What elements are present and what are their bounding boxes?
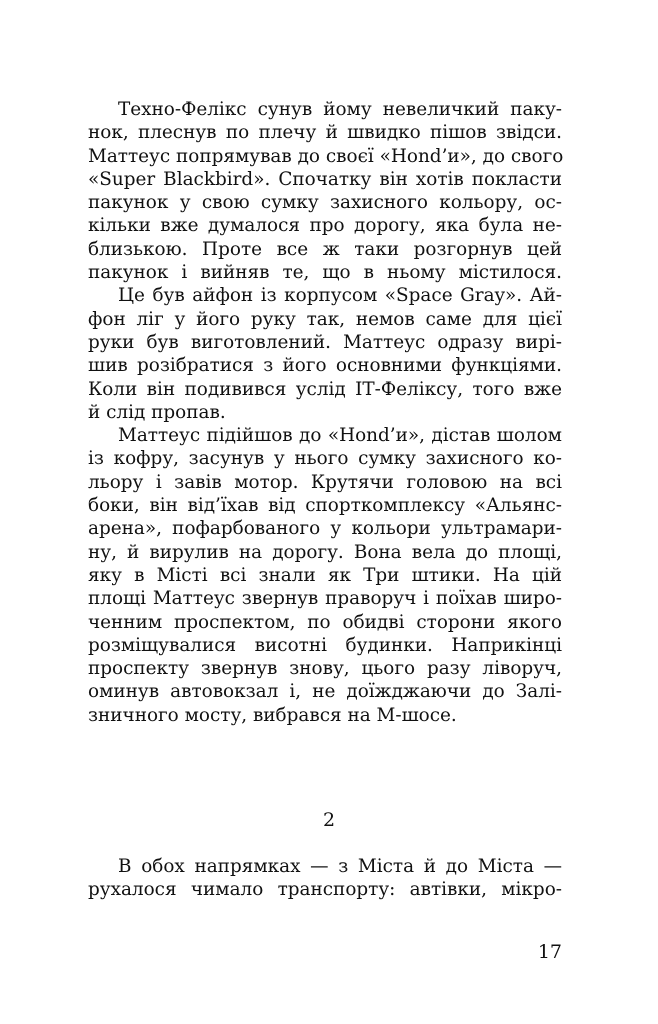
chapter-text [88, 855, 562, 902]
text-line: шив розібратися з його основними функціями. [88, 355, 562, 377]
main-text [88, 98, 562, 727]
text-line: яку в Місті всі знали як Три штики. На цій [88, 564, 562, 586]
page-number: 17 [537, 941, 562, 963]
text-line: рухалося чимало транспорту: автівки, мікро- [88, 879, 562, 901]
text-line: кільки вже думалося про дорогу, яка була не- [88, 215, 562, 237]
text-line: Коли він подивився услід ІТ-Феліксу, того вже [88, 378, 562, 400]
text-line: руки був виготовлений. Маттеус одразу вирі- [88, 331, 562, 353]
text-line: фон ліг у його руку так, немов саме для цієї [88, 308, 562, 330]
text-line: Техно-Фелікс сунув йому невеличкий паку- [118, 99, 562, 120]
text-line: близькою. Проте все ж таки розгорнув цей [88, 238, 562, 260]
text-line: пакунок у свою сумку захисного кольору, ос- [88, 192, 562, 214]
text-line: нок, плеснув по плечу й швидко пішов звідси. [88, 122, 562, 144]
chapter-number: 2 [322, 809, 336, 831]
text-line: оминув автовокзал і, не доїжджаючи до Залі- [88, 681, 562, 703]
text-line: проспекту звернув знову, цього разу ліворуч, [88, 658, 562, 680]
text-line: ченним проспектом, по обидві сторони якого [88, 611, 562, 633]
text-line: й слід пропав. [88, 401, 226, 423]
text-line: із кофру, засунув у нього сумку захисного ко- [88, 448, 562, 470]
text-line: льору і завів мотор. Крутячи головою на всі [88, 471, 562, 493]
text-line: арена», пофарбованого у кольори ультрамари- [88, 518, 562, 540]
text-line: «Super Blackbird». Спочатку він хотів покласти [88, 168, 562, 190]
text-line: Це був айфон із корпусом «Space Gray». Ай- [118, 285, 562, 307]
text-line: розміщувалися висотні будинки. Наприкінці [88, 634, 562, 656]
text-line: площі Маттеус звернув праворуч і поїхав широ- [88, 588, 562, 610]
text-line: В обох напрямках — з Міста й до Міста — [118, 856, 562, 877]
text-line: пакунок і вийняв те, що в ньому містилося. [88, 262, 562, 284]
text-line: зничного мосту, вибрався на М-шосе. [88, 704, 457, 726]
text-line: ну, й вирулив на дорогу. Вона вела до площі, [88, 541, 562, 563]
text-line: Маттеус підійшов до «Hond’и», дістав шолом [118, 425, 562, 447]
text-line: боки, він від’їхав від спорткомплексу «Альянс- [88, 495, 562, 517]
text-line: Маттеус попрямував до своєї «Hond’и», до свого [88, 145, 564, 167]
